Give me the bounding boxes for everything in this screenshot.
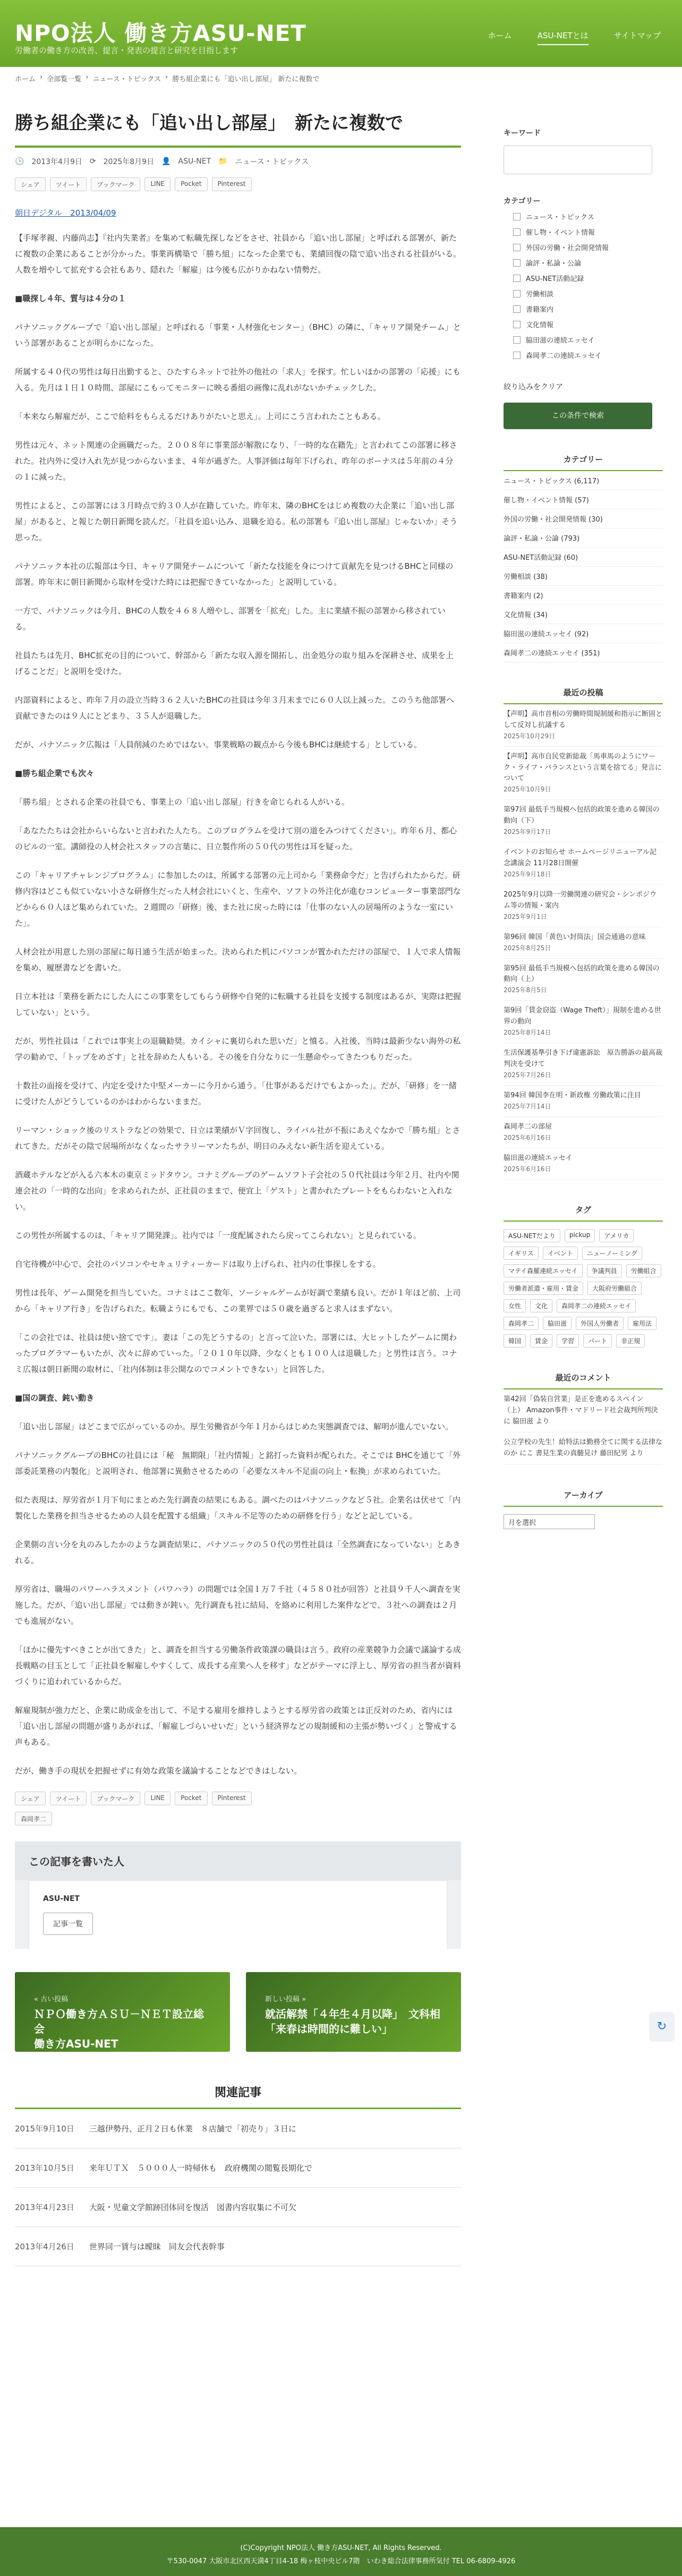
recent-post-date: 2025年9月17日 <box>504 828 551 835</box>
share-facebook[interactable]: シェア <box>15 1792 46 1805</box>
next-post-banner[interactable] <box>246 1972 461 2052</box>
nav-about[interactable]: ASU-NETとは <box>538 30 589 45</box>
share-facebook[interactable]: シェア <box>15 177 46 191</box>
breadcrumb-sep: › <box>86 73 89 81</box>
recent-posts-title: 最近の投稿 <box>504 687 663 704</box>
category-link[interactable]: 脇田滋の連続エッセイ (92) <box>504 624 663 643</box>
recent-post[interactable] <box>504 1043 663 1086</box>
category-checkbox-label: 森岡孝二の連続エッセイ <box>526 352 602 360</box>
article-paragraph: 【手塚孝親、内藤尚志】『社内失業者』を集めて転職先探しなどをさせ、社員から「追い出し部屋」と呼ばれる部署が、新たに複数の企業にあることが分かった。事業再構築で「勝ち組」になった企業でも、業績回復の陰で追い出される社員がいる。人数を増やして拡充する会社もあり、隠れた「解雇」は今後も広がりかねない情勢だ。 <box>15 233 462 275</box>
article-paragraph: パナソニックグループで「追い出し部屋」と呼ばれる「事業・人材強化センター」（BHC）の隣に、「キャリア開発チーム」という部署があることが明らかになった。 <box>15 322 461 348</box>
recent-post-date: 2025年6月16日 <box>504 1133 551 1141</box>
category-link[interactable]: 森岡孝二の連続エッセイ (351) <box>504 643 663 662</box>
category-link[interactable]: 外国の労働・社会開発情報 (30) <box>504 509 663 528</box>
related-date: 2013年10月5日 <box>15 2163 74 2173</box>
main-content <box>15 112 461 2266</box>
category-checkbox-label: 脇田滋の連続エッセイ <box>526 337 595 345</box>
category-checkbox[interactable] <box>513 258 663 268</box>
article-paragraph: 企業側の言い分を丸のみしたかのような調査結果に、パナソニックの５０代の男性社員は「全然調査になっていない」とあきれる。 <box>15 1539 461 1565</box>
article-paragraph: 内部資料によると、昨年７月の設立当時３６２人いたBHCの社員は今年３月末までに６０人以上減った。このうち他部署へ貢献できたのは９人にとどまり、３５人が退職した。 <box>15 695 455 721</box>
article-paragraph: 酒蔵ホテルなどが入る六本木の東京ミッドタウン。コナミグループのゲームソフト子会社の５０代社員は今年２月、社内や関連会社の「一時的な出向」を求められたが、正社員のままで、便宜上「ゲスト」と書かれたプレートをもらわないと入れない。 <box>15 1170 459 1212</box>
article-paragraph: 人材会社が用意した別の部屋に毎日通う生活が始まった。決められた机にパソコンが置かれただけの部屋で、１人で求人情報を集め、履歴書などを書いた。 <box>15 946 461 973</box>
share-hatena[interactable]: ブックマーク <box>91 1792 140 1805</box>
related-item[interactable] <box>15 2109 461 2148</box>
category-checkbox-label: 催し物・イベント情報 <box>526 229 595 237</box>
article-paragraph: 男性によると、この部署には３月時点で約３０人が在籍していた。昨年末、隣のBHCをはじめ複数の大企業に「追い出し部屋」があると、と報じた朝日新聞を読んだ。「社員を追い込み、退職を迫る。私の部署も『追い出し部屋』じゃないか」そう思った。 <box>15 500 458 542</box>
breadcrumb <box>15 73 319 83</box>
category-checkbox[interactable] <box>513 211 663 221</box>
article-paragraph: 「この会社では、社員は使い捨てです」。妻は「この先どうするの」と言って泣いた。部署には、大ヒットしたゲームに関わったプログラマーもいたが、次々に辞めていった。「２０１０年以降、少なくとも１００人は退職した」と男性は言う。コナミ広報は朝日新聞の取材に、「社内体制は非公開なのでコメントできない」と回答した。 <box>15 1332 457 1374</box>
article-paragraph: だが、パナソニック広報は「人員削減のためではない。事業戦略の観点から今後もBHCは継続する」としている。 <box>15 739 422 749</box>
author-name: ASU-NET <box>43 1894 80 1903</box>
tag-link[interactable]: pickup <box>565 1229 595 1242</box>
share-line[interactable]: LINE <box>144 177 170 191</box>
article-paragraph: 男性は長年、ゲーム開発を担当していた。コナミはここ数年、ソーシャルゲームが好調で業績も良い。だが１年ほど前、上司から「キャリア行き」を告げられた。転職ようにもでも、この業界では５０歳を過ぎると求人はまずない。 <box>15 1287 461 1313</box>
recent-comments <box>504 1389 663 1465</box>
article-paragraph: だが、働き手の現状を把握せずに有効な政策を議論することなどできはしない。 <box>15 1765 302 1776</box>
tag-link[interactable]: 労働組合 <box>626 1264 661 1277</box>
checkbox-icon[interactable] <box>513 259 521 267</box>
tag-link[interactable]: 外国人労働者 <box>576 1317 624 1330</box>
post-tags <box>15 1812 461 1826</box>
recent-post[interactable] <box>504 1001 663 1043</box>
tag-link[interactable]: アメリカ <box>599 1229 634 1242</box>
checkbox-icon[interactable] <box>513 275 521 282</box>
related-item[interactable] <box>15 2148 461 2188</box>
site-header <box>0 0 682 67</box>
article-paragraph: ■勝ち組企業でも次々 <box>15 768 95 778</box>
related-posts <box>15 2084 461 2266</box>
category-checkbox[interactable] <box>513 242 663 252</box>
share-pinterest[interactable]: Pinterest <box>212 1792 252 1805</box>
recent-post-title[interactable]: イベントのお知らせ ホームページリニューアル記念講演会 11月28日開催 <box>504 848 657 867</box>
tag-link[interactable]: 大阪府労働組合 <box>587 1282 642 1295</box>
tag-link[interactable]: ニューノーミング <box>582 1247 642 1260</box>
post-updated: 2025年8月9日 <box>103 157 155 166</box>
tag-link[interactable]: 森岡孝二 <box>15 1812 52 1826</box>
category-list <box>504 471 663 662</box>
related-date: 2013年4月23日 <box>15 2202 74 2212</box>
author-box <box>15 1841 461 1949</box>
nav-sitemap[interactable]: サイトマップ <box>613 31 661 40</box>
share-pocket[interactable]: Pocket <box>175 177 207 191</box>
chat-icon[interactable]: ↻ <box>649 2012 675 2042</box>
recent-comment[interactable]: 公立学校の先生！給特法は勤務全てに関する法律なのか にこ 書見生業の真髄見け 藤田紀男 より <box>504 1432 663 1465</box>
footer-address: 〒530-0047 大阪市北区西天満4丁目4-18 梅ヶ枝中央ビル7階 いわき総合法律事務所気付 TEL 06-6809-4926 <box>166 2557 516 2565</box>
category-checkbox-label: ASU-NET活動記録 <box>526 275 584 283</box>
recent-post[interactable] <box>504 1086 663 1117</box>
article-paragraph: 一方で、パナソニックは今月、BHCの人数を４６８人増やし、部署を「拡充」した。主に業績不振の部署から移されている。 <box>15 605 446 632</box>
article-paragraph: リーマン・ショック後のリストラなどの効果で、日立は業績がＶ字回復し、ライバル社が不振にあえぐなかで「勝ち組」とされてきた。だがその陰で居場所がなくなったサラリーマンたちが、明日のみえない新生活を迎えている。 <box>15 1125 461 1151</box>
category-link[interactable]: 論評・私論・公論 (793) <box>504 528 663 548</box>
breadcrumb-category[interactable]: ニュース・トピックス <box>92 75 161 83</box>
article-paragraph: 厚労省は、職場のパワーハラスメント（パワハラ）の問題では全国１万７千社（４５８０社が回答）と社員９千人へ調査を実施した。だが、「追い出し部屋」では動きが鈍い。先行調査も社に結局、を絡めに利用した案件などで、３社への調査は２月でも進展がない。 <box>15 1584 461 1626</box>
tag-link[interactable]: イベント <box>543 1247 578 1260</box>
recent-post-title[interactable]: 脇田滋の連続エッセイ <box>504 1154 573 1162</box>
author-body <box>29 1880 447 1949</box>
category-checkbox[interactable] <box>513 319 663 329</box>
keyword-label: キーワード <box>504 129 541 138</box>
share-twitter[interactable]: ツイート <box>50 1792 87 1805</box>
tag-link[interactable]: 非正規 <box>616 1334 645 1347</box>
breadcrumb-sep: › <box>40 73 43 81</box>
checkbox-icon[interactable] <box>513 321 521 328</box>
recent-post-title[interactable]: 2025年9月以降一労働関連の研究会・シンポジウム等の情報・案内 <box>504 890 657 910</box>
related-link[interactable]: 世界同一賃与は曖昧 同友会代表幹事 <box>89 2241 225 2251</box>
folder-icon: 📁 <box>218 157 228 166</box>
article-paragraph: 解雇規制が強力だと、企業に助成金を出して、不足する雇用を維持しようとする厚労省の政策とは正反対のため、省内には「追い出し部屋の問題が盛りあがれば、「解雇しづらいせいだ」という経済界などの規制緩和の主張が勢いづく」と警戒する声もある。 <box>15 1705 457 1747</box>
checkbox-icon[interactable] <box>513 228 521 236</box>
source-link[interactable]: 朝日デジタル 2013/04/09 <box>15 208 116 218</box>
tag-link[interactable]: 脇田滋 <box>543 1317 572 1330</box>
author-posts-button[interactable]: 記事一覧 <box>43 1913 93 1935</box>
article-paragraph: 「本来なら解雇だが、ここで給料をもらえるだけありがたいと思え」。上司にこう言われたこともある。 <box>15 411 386 421</box>
category-link[interactable]: 書籍案内 (2) <box>504 586 663 605</box>
tag-link[interactable]: 学習 <box>557 1334 579 1347</box>
recent-post-date: 2025年8月14日 <box>504 1029 551 1037</box>
share-buttons-bottom <box>15 1792 461 1805</box>
keyword-input[interactable] <box>504 146 652 174</box>
recent-post-title[interactable]: 【声明】高市首相の労働時間規制緩和指示に断固として反対し抗議する <box>504 710 663 729</box>
recent-post-date: 2025年7月26日 <box>504 1071 551 1079</box>
recent-post-date: 2025年8月5日 <box>504 986 547 994</box>
article-paragraph: 日立本社は「業務を新たにした人にこの事業をしてもらう研修や自発的に転職する社員を支援する制度はあるが、実際は把握していない」という。 <box>15 991 462 1017</box>
tag-link[interactable]: 森岡孝二の連続エッセイ <box>557 1299 636 1312</box>
category-checkbox-label: 文化情報 <box>526 321 554 329</box>
tag-link[interactable]: 争議判員 <box>587 1264 622 1277</box>
article-paragraph: 「あなたたちは会社からいらないと言われた人たち。このプログラムを受けて別の道をみつけてください」。昨年６月、都心のビルの一室。講師役の人材会社スタッフの言葉に、日立製作所の５０代の男性は耳を疑った。 <box>15 825 457 851</box>
categories-title: カテゴリー <box>504 454 663 471</box>
breadcrumb-home[interactable]: ホーム <box>15 75 36 83</box>
share-pocket[interactable]: Pocket <box>175 1792 207 1805</box>
prev-post-label: « 古い投稿 <box>34 1995 69 2003</box>
search-button[interactable]: この条件で検索 <box>504 403 652 429</box>
recent-post-title[interactable]: 森岡孝二の部屋 <box>504 1123 552 1131</box>
footer-copyright: (C)Copyright NPO法人 働き方ASU-NET, All Rights Reserved. <box>240 2544 442 2552</box>
category-checkbox-label: 外国の労働・社会開発情報 <box>526 244 609 252</box>
category-checkbox-label: 書籍案内 <box>526 306 554 314</box>
recent-post-title[interactable]: 第96回 韓国「黄色い封筒法」国会通過の意味 <box>504 933 646 941</box>
recent-comments-title: 最近のコメント <box>504 1372 663 1389</box>
article-paragraph: 似た表現は、厚労省が１月下旬にまとめた先行調査の結果にもある。調べたのはパナソニックなど５社。企業名は伏せて「内製化した業務を担当させるための人員を配置する組織」「スキル不足等のための研修を行う」などと記している。 <box>15 1495 461 1521</box>
article-paragraph: 所属する４０代の男性は毎日出勤すると、ひたすらネットで社外の他社の「求人」を探す。忙しいほかの部署の「応援」にも入る。先月は１日１０時間、部屋にこもってモニターに映る番組の画像に乱れがないかチェックした。 <box>15 366 461 393</box>
clock-icon: 🕒 <box>15 157 24 166</box>
recent-post-title[interactable]: 第95回 最低手当規模へ包括的政策を進める韓国の動向（上） <box>504 964 660 984</box>
checkbox-icon[interactable] <box>513 244 521 251</box>
recent-post[interactable] <box>504 842 663 885</box>
share-line[interactable]: LINE <box>144 1792 170 1805</box>
sidebar <box>504 127 663 1529</box>
tag-link[interactable]: パート <box>583 1334 612 1347</box>
related-date: 2013年4月26日 <box>15 2241 74 2251</box>
article-paragraph: 社員たちは先月、BHC拡充の目的について、幹部から「新たな収入源を開拓し、出金処分の取り組みを深耕させ、成果を上げることだ」と説明を受けた。 <box>15 650 454 676</box>
category-link[interactable]: 催し物・イベント情報 (57) <box>504 490 663 509</box>
article-paragraph: ■職探し４年、質与は４分の１ <box>15 293 126 303</box>
category-link[interactable]: ASU-NET活動記録 (60) <box>504 548 663 567</box>
recent-post[interactable] <box>504 885 663 927</box>
nav-home[interactable]: ホーム <box>488 31 512 40</box>
filter-actions <box>504 381 663 429</box>
category-checkbox[interactable] <box>513 288 663 298</box>
tag-link[interactable]: 賃金 <box>530 1334 552 1347</box>
article-paragraph: パナソニック本社の広報部は今日、キャリア開発チームについて「新たな技能を身につけて貢献先を見つけるBHCと同様の部署。昨年末に朝日新聞から取材を受けた時には把握できていなかった」と説明している。 <box>15 561 454 587</box>
archive-title: アーカイブ <box>504 1489 663 1507</box>
tag-link[interactable]: 女性 <box>504 1299 526 1312</box>
category-checkbox[interactable] <box>513 227 663 237</box>
clear-filter-button[interactable]: 絞り込みをクリア <box>504 383 563 391</box>
article-paragraph: 自宅待機が中心で、会社のパソコンやセキュリティーカードは取り上げられ、社内の仕事探しをする。 <box>15 1259 381 1269</box>
category-checkbox-label: ニュース・トピックス <box>526 214 594 221</box>
refresh-icon: ⟳ <box>89 157 96 166</box>
article-paragraph: 「勝ち組」とされる企業の社員でも、事業上の「追い出し部屋」行きを命じられる人がいる。 <box>15 797 350 807</box>
category-checkbox[interactable] <box>513 350 663 360</box>
prev-post-title: ＮＰＯ働き方ＡＳＵ－ＮＥＴ設立総会 働き方ASU-NET <box>34 2007 204 2050</box>
post-author[interactable]: ASU-NET <box>178 157 211 166</box>
breadcrumb-sep: › <box>165 73 168 81</box>
checkbox-icon[interactable] <box>513 213 521 220</box>
related-date: 2015年9月10日 <box>15 2123 74 2134</box>
recent-posts <box>504 704 663 1180</box>
recent-comment[interactable]: 第42回「偽装自営業」是正を進めるスペイン（上） Amazon事件・マドリード社会裁判所判決に 脇田滋 より <box>504 1389 663 1432</box>
recent-post-date: 2025年8月25日 <box>504 944 551 952</box>
tag-link[interactable]: 雇用法 <box>628 1317 657 1330</box>
site-subtitle: 労働者の働き方の改善、提言・発表の提言と研究を目指します <box>15 46 238 55</box>
recent-post[interactable] <box>504 747 663 800</box>
recent-post[interactable] <box>504 959 663 1001</box>
checkbox-icon[interactable] <box>513 305 521 313</box>
post-date: 2013年4月9日 <box>31 157 82 166</box>
recent-post-title[interactable]: 生活保護基準引き下げ違憲訴訟 原告勝訴の最高裁判決を受けて <box>504 1049 663 1069</box>
article-paragraph: パナソニックグループのBHCの社員には「秘 無期限」「社内情報」と銘打った資料が配られた。そこでは BHCを通じて「外部委託業務の内製化」と説明され、他部署に異動させるための「必要なスキル不足面の向上・転換」が求められていた。 <box>15 1450 461 1476</box>
article-paragraph: この男性が所属するのは、「キャリア開発課」。社内では「一度配属されたら戻ってこられない」と見られている。 <box>15 1230 422 1240</box>
recent-post[interactable] <box>504 1117 663 1148</box>
user-icon: 👤 <box>161 157 171 166</box>
share-buttons-top <box>15 177 461 191</box>
share-twitter[interactable]: ツイート <box>50 177 87 191</box>
related-item[interactable] <box>15 2188 461 2227</box>
related-link[interactable]: 来年ＵＴＸ ５０００人一時帰休も 政府機関の閲覧長期化で <box>89 2163 312 2173</box>
breadcrumb-all[interactable]: 全部覧一覧 <box>47 75 82 83</box>
recent-post[interactable] <box>504 704 663 747</box>
tag-cloud <box>504 1229 663 1347</box>
recent-post-title[interactable]: 第9回「賃金窃盗（Wage Theft）」規制を進める世界の動向 <box>504 1006 661 1026</box>
recent-post[interactable] <box>504 800 663 842</box>
recent-post-date: 2025年9月1日 <box>504 912 547 920</box>
article-paragraph: だが、男性社員は「これでは事実上の退職勧奨。カイシャに裏切られた思いだ」と憤る。入社後、当時は最新少ない海外の私学の勧めで、「トップをめざす」と社を辞めた人もいる。その後を自分なりに一生懸命やってきたつもりだった。 <box>15 1036 461 1062</box>
next-post-title: 就活解禁「４年生４月以降」 文科相「来春は時間的に難しい」 <box>265 2007 440 2035</box>
related-link[interactable]: 大阪・児童文学館跡団体同を復活 図書内容収集に不可欠 <box>89 2202 296 2212</box>
prev-post-banner[interactable] <box>15 1972 230 2052</box>
recent-post-title[interactable]: 【声明】高市自民党新総裁「馬車馬のようにワーク・ライフ・バランスという言葉を捨てる」発言について <box>504 752 662 783</box>
recent-post-date: 2025年10月9日 <box>504 786 551 794</box>
related-link[interactable]: 三越伊勢丹、正月２日も休業 ８店舗で「初売り」３日に <box>89 2123 296 2134</box>
tag-link[interactable]: 韓国 <box>504 1334 526 1347</box>
category-checkbox[interactable] <box>513 335 663 345</box>
category-checkbox[interactable] <box>513 304 663 314</box>
share-hatena[interactable]: ブックマーク <box>91 177 140 191</box>
tag-link[interactable]: 文化 <box>530 1299 552 1312</box>
recent-post[interactable] <box>504 1148 663 1180</box>
site-footer <box>0 2527 682 2576</box>
checkbox-icon[interactable] <box>513 336 521 344</box>
post-navigation <box>15 1972 461 2052</box>
article-paragraph: この「キャリアチャレンジプログラム」に参加したのは、所属する部署の元上司から「業務命令だ」と告げられたからだ。研修内容はどこも似ていない小さな研修生だった人材会社にいくと、生産や、ソフトの外注化が進むコンピューター事業部門などから６０人ほど集められていた。２週間の「研修」後、また社に戻った時には「仕事のない人の居場所のような一室にいた」。 <box>15 870 461 928</box>
article-body <box>15 230 461 1779</box>
archive-select[interactable]: 月を選択 <box>504 1514 595 1529</box>
breadcrumb-current: 勝ち組企業にも「追い出し部屋」 新たに複数で <box>172 75 320 83</box>
share-pinterest[interactable]: Pinterest <box>212 177 252 191</box>
category-checkbox[interactable] <box>513 273 663 283</box>
category-filter-label: カテゴリー <box>504 197 541 206</box>
category-link[interactable]: 労働相談 (38) <box>504 567 663 586</box>
category-link[interactable]: 文化情報 (34) <box>504 605 663 624</box>
category-link[interactable]: ニュース・トピックス (6,117) <box>504 471 663 490</box>
tag-link[interactable]: イギリス <box>504 1247 539 1260</box>
recent-post-date: 2025年10月29日 <box>504 732 556 740</box>
next-post-label: 新しい投稿 » <box>265 1995 306 2003</box>
checkbox-icon[interactable] <box>513 290 521 297</box>
related-item[interactable] <box>15 2227 461 2266</box>
article-paragraph: 「ほかに優先すべきことが出てきた」と、調査を担当する労働条件政策課の職員は言う。政府の産業競争力会議で議論する成長戦略の目玉として「正社員を解雇しやすくして、成長する産業へ人を移す」などがテーマに浮上し、厚労省の担当者が資料づくりに追われているからだ。 <box>15 1644 461 1686</box>
recent-post-title[interactable]: 第94回 韓国李在明・新政権 労働政策に注目 <box>504 1091 641 1100</box>
post-category[interactable]: ニュース・トピックス <box>235 157 309 166</box>
recent-post[interactable] <box>504 927 663 959</box>
page-title: 勝ち組企業にも「追い出し部屋」 新たに複数で <box>15 112 461 148</box>
article-paragraph: 男性は元々、ネット関連の企画職だった。２００８年に事業部が解散になり、「一時的な在籍先」と言われてこの部署に移された。社内外に受け入れ先が見つからないまま、４年が過ぎた。人事評価は毎年下げられ、昨年のボーナスは５年前の４分の１に減った。 <box>15 440 457 482</box>
related-title: 関連記事 <box>15 2084 461 2109</box>
global-nav <box>488 30 661 45</box>
article-paragraph: 「追い出し部屋」はどこまで広がっているのか。厚生労働省が今年１月からはじめた実態調査では、解明が進んでいない。 <box>15 1421 454 1431</box>
tag-link[interactable]: 労働者派遣・雇用・賃金 <box>504 1282 583 1295</box>
site-logo[interactable]: NPO法人 働き方ASU-NET <box>15 20 307 46</box>
recent-post-date: 2025年9月18日 <box>504 870 551 878</box>
tag-link[interactable]: 森岡孝二 <box>504 1317 539 1330</box>
article-paragraph: ■国の調査、鈍い動き <box>15 1393 95 1403</box>
checkbox-icon[interactable] <box>513 352 521 359</box>
tag-link[interactable]: マテイ森羅連続エッセイ <box>504 1264 583 1277</box>
category-checkbox-label: 論評・私論・公論 <box>526 260 582 268</box>
category-checkbox-label: 労働相談 <box>526 291 554 298</box>
recent-post-date: 2025年7月14日 <box>504 1102 551 1110</box>
recent-post-title[interactable]: 第97回 最低手当規模へ包括的政策を進める韓国の動向（下） <box>504 806 660 825</box>
category-checkboxes <box>504 211 663 360</box>
post-meta <box>15 156 461 167</box>
recent-post-date: 2025年6月16日 <box>504 1165 551 1173</box>
author-heading: この記事を書いた人 <box>15 1841 461 1880</box>
article-paragraph: 十数社の面接を受けて、内定を受けた中堅メーカーに今月から通う。「仕事があるだけでもよかった」。だが、「研修」を一緒に受けた人がどうしているのかはわからないままだ。 <box>15 1080 457 1106</box>
tag-link[interactable]: ASU-NETだより <box>504 1229 560 1242</box>
tags-title: タグ <box>504 1204 663 1222</box>
